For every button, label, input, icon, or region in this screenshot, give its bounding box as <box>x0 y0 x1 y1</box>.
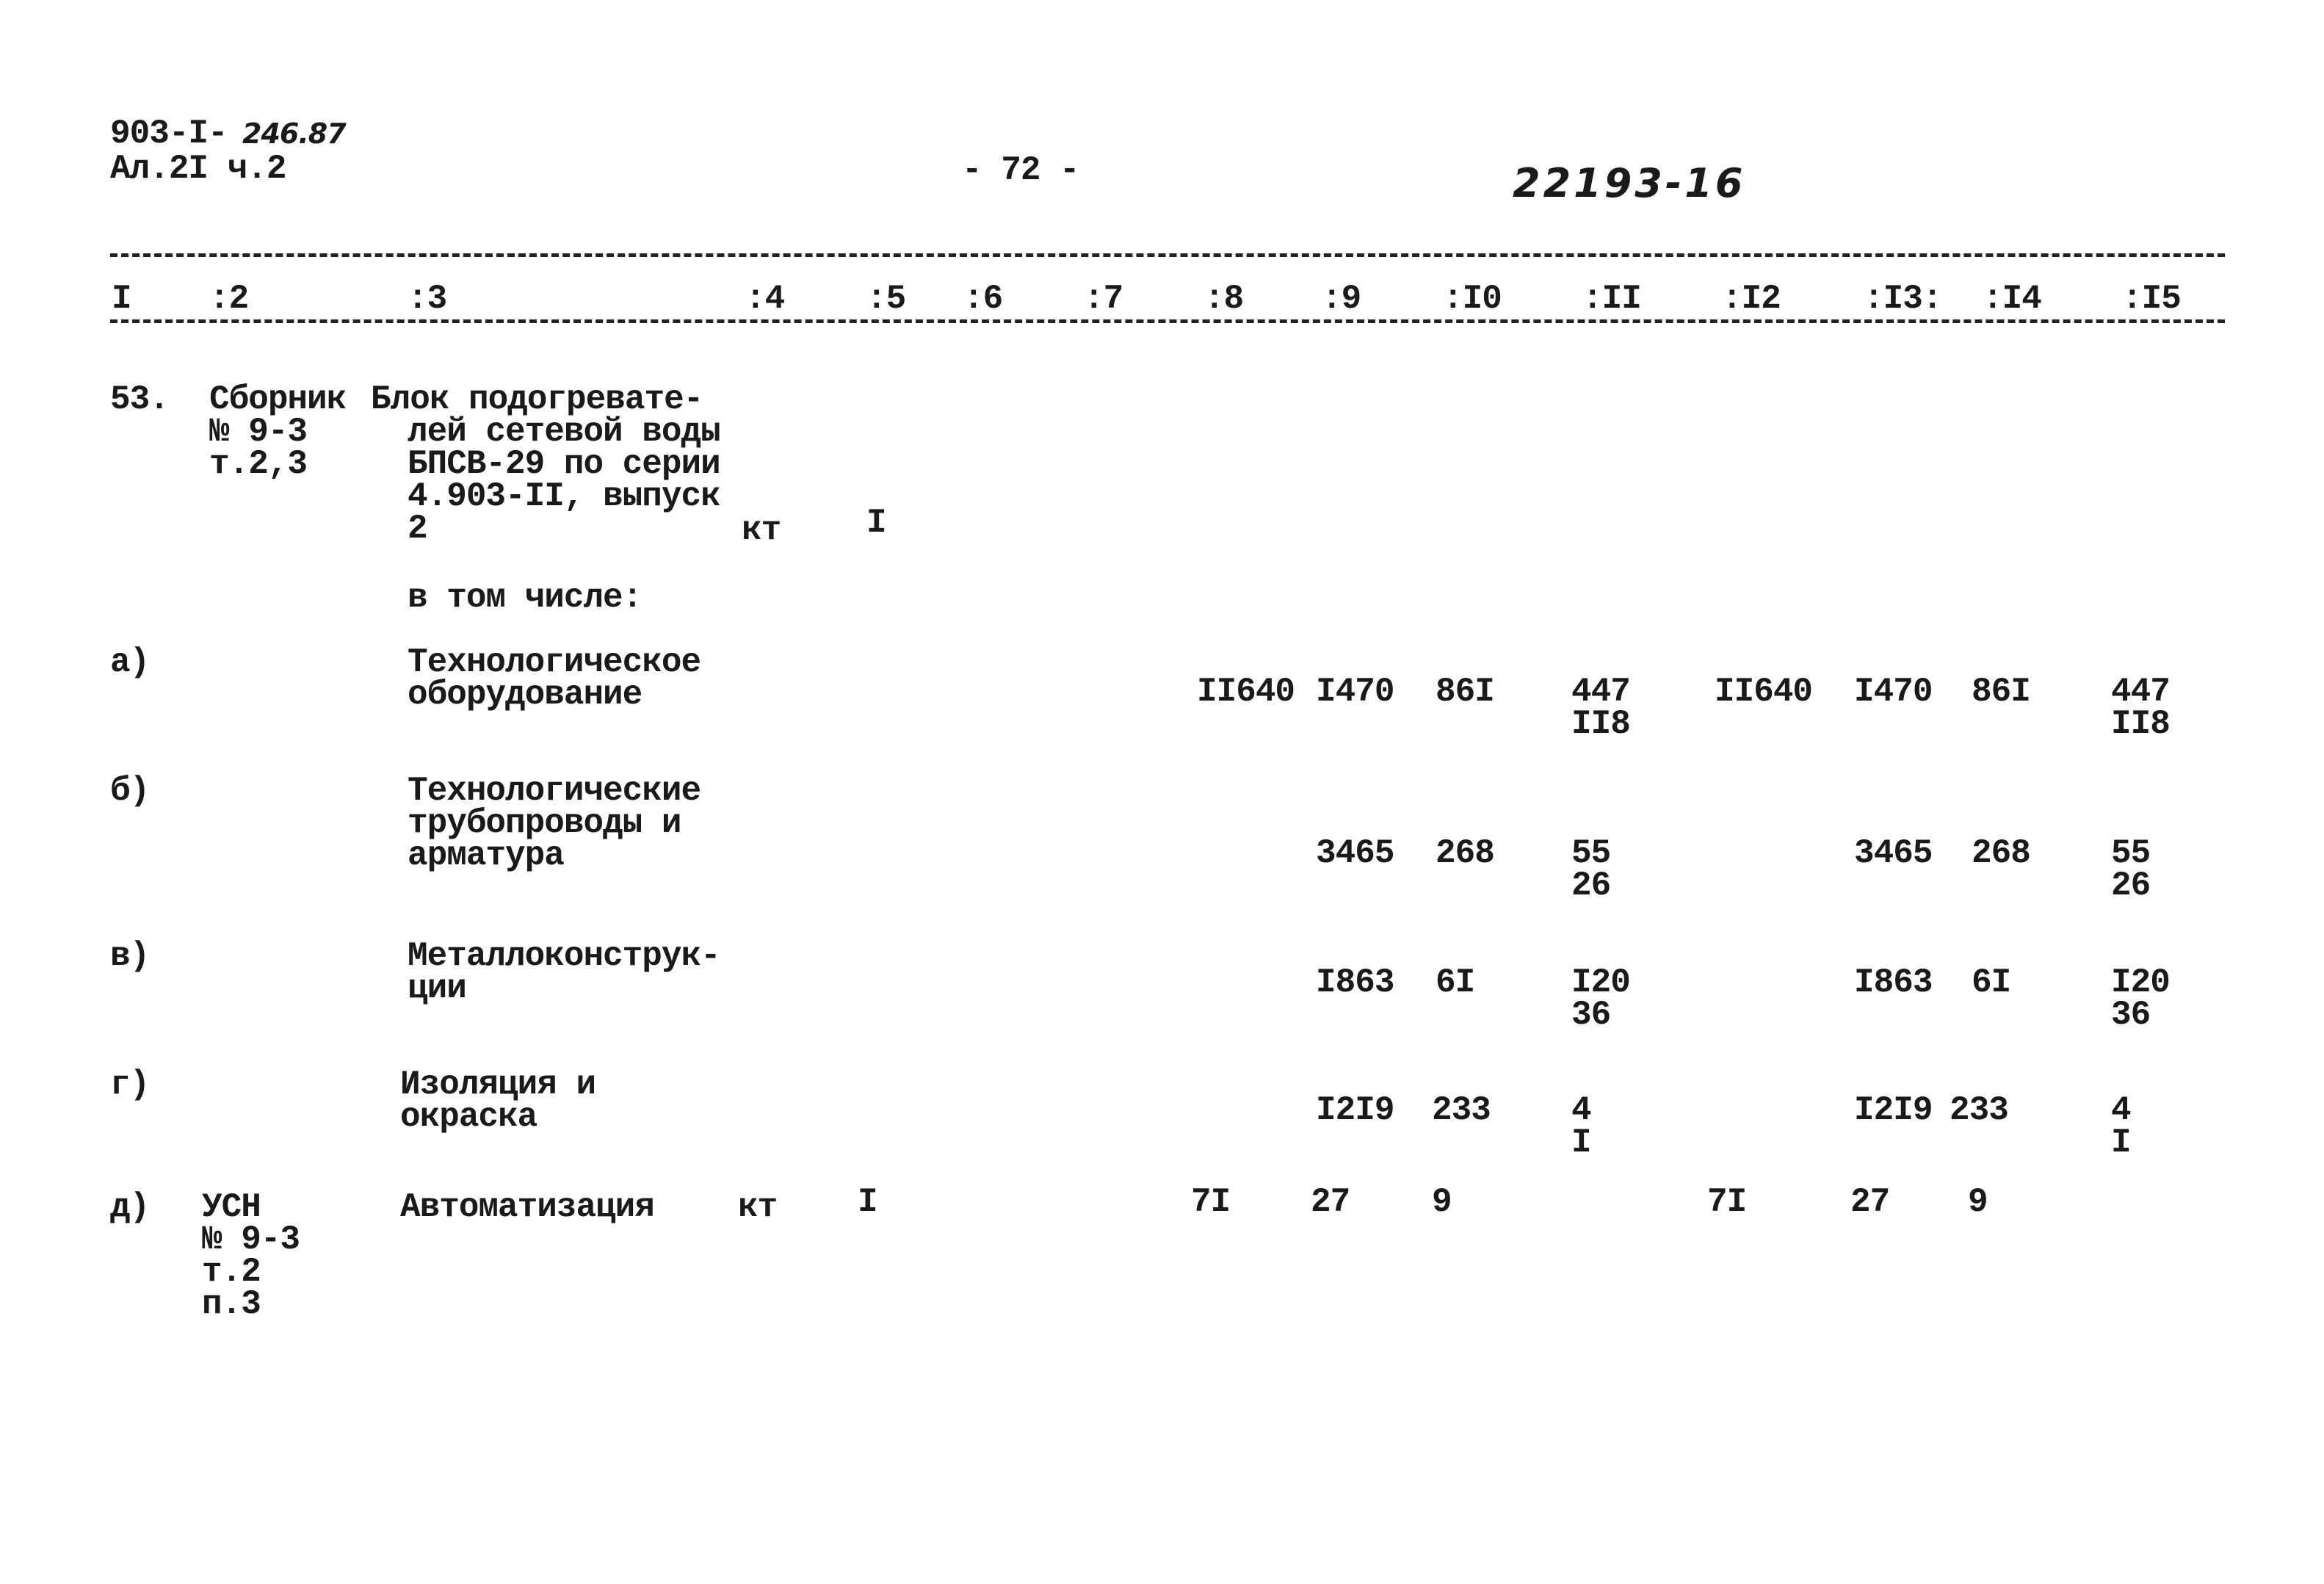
including-label: в том числе: <box>408 579 642 617</box>
row-c-name-2: ции <box>408 969 466 1008</box>
row-b-col15-bottom: 26 <box>2111 867 2151 905</box>
row-d-col14: 233 <box>1950 1091 2008 1129</box>
row-c-col15-top: I20 <box>2111 963 2170 1002</box>
row-c-name-1: Металлоконструк- <box>408 937 720 975</box>
row-c-col15-bottom: 36 <box>2111 996 2151 1034</box>
row-b-col9: 3465 <box>1316 834 1394 872</box>
row-b-name-2: трубопроводы и <box>408 804 681 842</box>
item-unit: кт <box>742 511 781 549</box>
row-e-source-3: т.2 <box>202 1253 261 1291</box>
row-a-name-2: оборудование <box>408 676 642 714</box>
col-header-4: :4 <box>745 280 785 318</box>
doc-code: 903-I- <box>110 115 228 153</box>
row-e-source-4: п.3 <box>202 1285 261 1323</box>
row-d-name-2: окраска <box>400 1098 537 1136</box>
row-c-letter: в) <box>110 937 150 975</box>
row-e-col14: 9 <box>1968 1183 1988 1221</box>
row-d-col11-bottom: I <box>1571 1124 1591 1162</box>
row-a-col15-bottom: II8 <box>2111 705 2170 743</box>
row-a-name-1: Технологическое <box>408 643 701 681</box>
col-header-3: :3 <box>408 280 447 318</box>
row-d-name-1: Изоляция и <box>400 1066 596 1104</box>
row-c-col11-bottom: 36 <box>1571 996 1611 1034</box>
top-rule <box>110 253 2225 257</box>
header-bottom-rule <box>110 319 2225 323</box>
col-header-8: :8 <box>1204 280 1244 318</box>
row-c-col14: 6I <box>1972 963 2011 1002</box>
col-header-1: I <box>112 280 131 318</box>
row-a-col13: I470 <box>1854 673 1933 711</box>
item-name-line-1: Блок подогревате- <box>371 380 703 419</box>
item-name-line-3: БПСВ-29 по серии <box>408 445 720 483</box>
stamp-number: 22193-16 <box>1513 160 1746 206</box>
col-header-15: :I5 <box>2122 280 2181 318</box>
item-name-line-2: лей сетевой воды <box>408 413 720 451</box>
row-a-col14: 86I <box>1972 673 2030 711</box>
row-e-col13: 27 <box>1850 1183 1890 1221</box>
row-b-letter: б) <box>110 772 150 810</box>
col-header-2: :2 <box>209 280 249 318</box>
row-a-col9: I470 <box>1316 673 1394 711</box>
row-a-col12: II640 <box>1715 673 1813 711</box>
row-c-col9: I863 <box>1316 963 1394 1002</box>
col-header-7: :7 <box>1084 280 1123 318</box>
album-part: Ал.2I ч.2 <box>110 150 286 188</box>
row-e-col8: 7I <box>1191 1183 1231 1221</box>
row-c-col11-top: I20 <box>1571 963 1630 1002</box>
item-source-line-3: т.2,3 <box>209 445 308 483</box>
row-b-col11-top: 55 <box>1571 834 1611 872</box>
row-b-col15-top: 55 <box>2111 834 2151 872</box>
row-e-source-2: № 9-3 <box>202 1220 300 1259</box>
col-header-13: :I3: <box>1864 280 1942 318</box>
item-source-line-1: Сборник <box>209 380 347 419</box>
col-header-11: :II <box>1582 280 1641 318</box>
row-d-col10: 233 <box>1432 1091 1491 1129</box>
row-e-name-1: Автоматизация <box>400 1188 654 1226</box>
row-b-col14: 268 <box>1972 834 2030 872</box>
row-e-col12: 7I <box>1707 1183 1747 1221</box>
row-c-col10: 6I <box>1436 963 1475 1002</box>
row-b-name-3: арматура <box>408 836 564 875</box>
row-b-col11-bottom: 26 <box>1571 867 1611 905</box>
col-header-12: :I2 <box>1722 280 1781 318</box>
item-name-line-5: 2 <box>408 510 427 548</box>
col-header-14: :I4 <box>1983 280 2041 318</box>
row-e-col9: 27 <box>1311 1183 1350 1221</box>
row-e-col10: 9 <box>1432 1183 1452 1221</box>
row-d-col11-top: 4 <box>1571 1091 1591 1129</box>
item-qty: I <box>866 504 886 542</box>
row-e-qty: I <box>858 1183 877 1221</box>
row-a-col15-top: 447 <box>2111 673 2170 711</box>
row-e-letter: д) <box>110 1188 150 1226</box>
col-header-5: :5 <box>866 280 906 318</box>
item-number: 53. <box>110 380 169 419</box>
doc-code-handwritten: 246.87 <box>242 117 346 150</box>
row-a-col8: II640 <box>1197 673 1295 711</box>
row-e-unit: кт <box>738 1188 778 1226</box>
row-b-col10: 268 <box>1436 834 1494 872</box>
row-d-col9: I2I9 <box>1316 1091 1394 1129</box>
item-source-line-2: № 9-3 <box>209 413 308 451</box>
item-name-line-4: 4.903-II, выпуск <box>408 477 720 516</box>
row-d-col15-top: 4 <box>2111 1091 2131 1129</box>
row-a-col11-bottom: II8 <box>1571 705 1630 743</box>
row-e-source-1: УСН <box>202 1188 261 1226</box>
row-c-col13: I863 <box>1854 963 1933 1002</box>
col-header-10: :I0 <box>1443 280 1502 318</box>
col-header-9: :9 <box>1322 280 1361 318</box>
row-a-col10: 86I <box>1436 673 1494 711</box>
row-d-letter: г) <box>110 1066 150 1104</box>
row-b-col13: 3465 <box>1854 834 1933 872</box>
col-header-6: :6 <box>963 280 1003 318</box>
row-a-letter: а) <box>110 643 150 681</box>
page-number: - 72 - <box>962 151 1079 189</box>
row-b-name-1: Технологические <box>408 772 701 810</box>
row-a-col11-top: 447 <box>1571 673 1630 711</box>
row-d-col13: I2I9 <box>1854 1091 1933 1129</box>
row-d-col15-bottom: I <box>2111 1124 2131 1162</box>
